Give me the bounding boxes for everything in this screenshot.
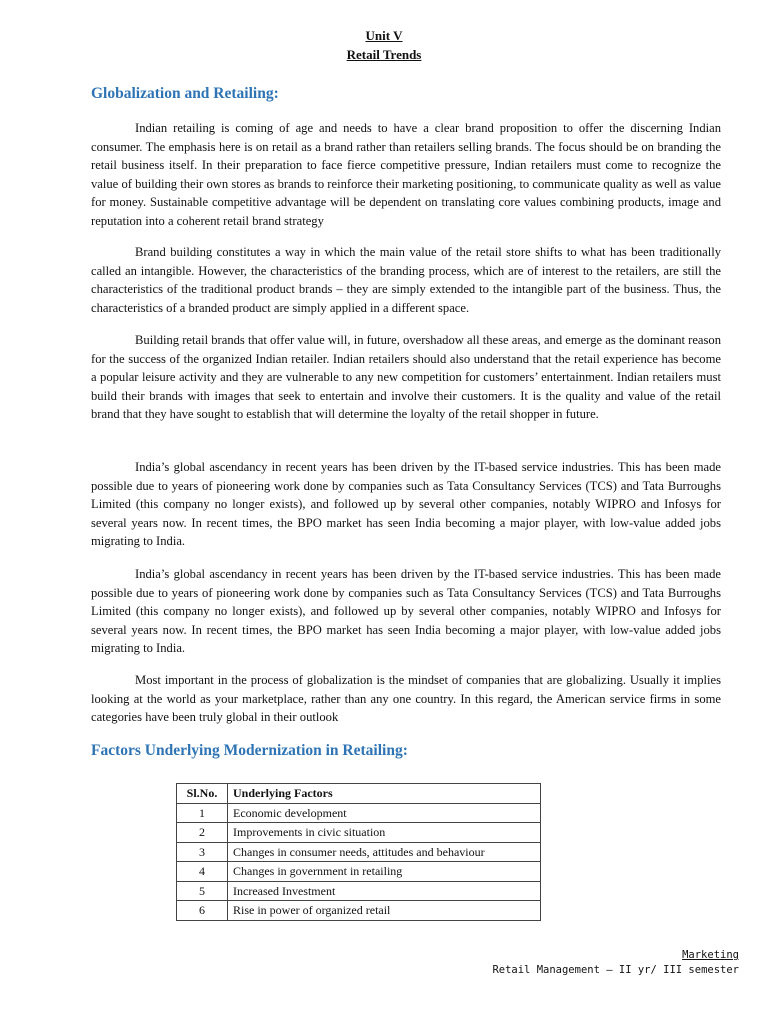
row-factor: Economic development: [228, 803, 541, 823]
paragraph-5: India’s global ascendancy in recent years has been driven by the IT-based service industries. This has been made possible due to years of pioneering work done by companies such as Tata Consultancy Services (TCS) and Tata Burroughs Limited (this company no longer exists), and followed up by several other companies, notably WIPRO and Infosys for several years now. In recent times, the BPO market has seen India becoming a major player, with low-value added jobs migrating to India.: [91, 567, 721, 656]
header-slno: Sl.No.: [177, 784, 228, 804]
table-row: [177, 881, 541, 901]
globalization-heading: Globalization and Retailing:: [91, 85, 279, 102]
factors-table: [176, 783, 541, 921]
row-factor: Increased Investment: [228, 881, 541, 901]
unit-title: Unit V: [365, 28, 403, 43]
footer-subject: Marketing: [682, 949, 739, 961]
paragraph-4: India’s global ascendancy in recent years has been driven by the IT-based service industries. This has been made possible due to years of pioneering work done by companies such as Tata Consultancy Services (TCS) and Tata Burroughs Limited (this company no longer exists), and followed up by several other companies, notably WIPRO and Infosys for several years now. In recent times, the BPO market has seen India becoming a major player, with low-value added jobs migrating to India.: [91, 460, 721, 549]
row-number: 4: [177, 862, 228, 882]
paragraph-1: Indian retailing is coming of age and needs to have a clear brand proposition to offer the discerning Indian consumer. The emphasis here is on retail as a brand rather than retailers selling brands. The focus should be on branding the retail business itself. In their preparation to face fierce competitive pressure, Indian retailers must come to recognize the value of building their own stores as brands to reinforce their marketing positioning, to communicate quality as well as value for money. Sustainable competitive advantage will be dependent on translating core values combining products, image and reputation into a coherent retail brand strategy: [91, 121, 721, 228]
factors-heading: Factors Underlying Modernization in Retailing:: [91, 742, 408, 759]
table-row: [177, 901, 541, 921]
row-factor: Changes in government in retailing: [228, 862, 541, 882]
row-number: 6: [177, 901, 228, 921]
table-row: [177, 862, 541, 882]
row-number: 3: [177, 842, 228, 862]
footer-course: Retail Management – II yr/ III semester: [492, 964, 739, 976]
row-factor: Changes in consumer needs, attitudes and behaviour: [228, 842, 541, 862]
row-factor: Rise in power of organized retail: [228, 901, 541, 921]
header-factors: Underlying Factors: [228, 784, 541, 804]
table-row: [177, 803, 541, 823]
table-row: [177, 842, 541, 862]
row-number: 2: [177, 823, 228, 843]
row-number: 5: [177, 881, 228, 901]
unit-subtitle: Retail Trends: [346, 47, 422, 62]
paragraph-3: Building retail brands that offer value will, in future, overshadow all these areas, and emerge as the dominant reason for the success of the organized Indian retailer. Indian retailers should also understand that the retail experience has become a popular leisure activity and they are vulnerable to any new competition for customers’ entertainment. Indian retailers must build their brands with images that seek to entertain and involve their customers. It is the quality and value of the retail brand that they have sought to establish that will determine the loyalty of the retail shopper in future.: [91, 333, 722, 422]
table-row: [177, 823, 541, 843]
paragraph-6: Most important in the process of globalization is the mindset of companies that are globalizing. Usually it implies looking at the world as your marketplace, rather than any one country. In this regard, the American service firms in some categories have been truly global in their outlook: [91, 673, 721, 725]
row-number: 1: [177, 803, 228, 823]
paragraph-2: Brand building constitutes a way in which the main value of the retail store shifts to what has been traditionally called an intangible. However, the characteristics of the branding process, which are of interest to the retailers, are still the characteristics of the traditional product brands – they are simply extended to the intangible part of the business. Thus, the characteristics of a branded product are simply applied in a different space.: [91, 245, 721, 315]
table-header-row: [177, 784, 541, 804]
row-factor: Improvements in civic situation: [228, 823, 541, 843]
